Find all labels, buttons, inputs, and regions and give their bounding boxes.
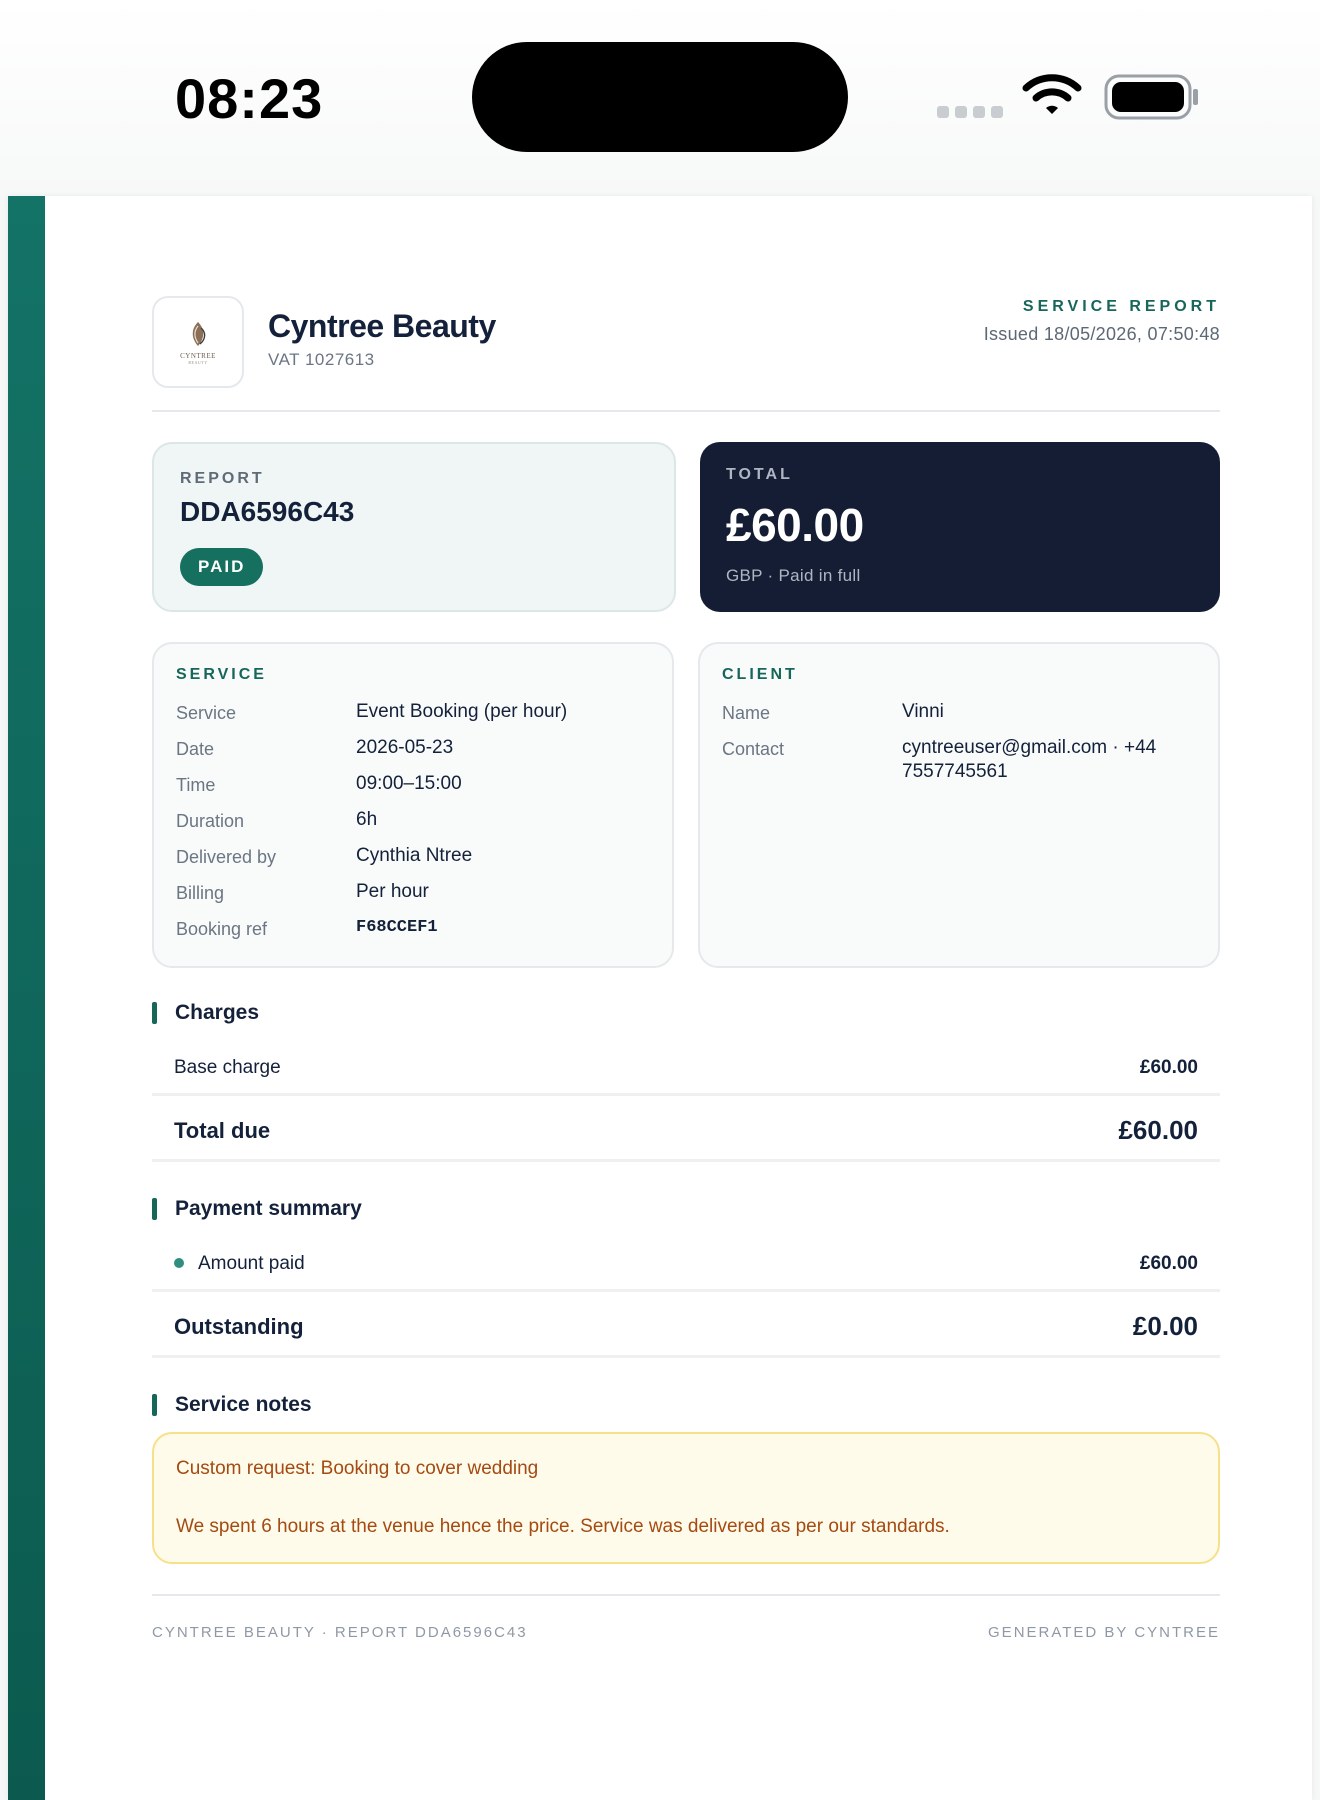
report-label: REPORT — [180, 470, 265, 487]
report-id-card — [152, 442, 676, 612]
logo-subtext: BEAUTY — [188, 359, 208, 365]
detail-key: Service — [176, 703, 237, 723]
total-card — [700, 442, 1220, 612]
detail-key: Billing — [176, 883, 225, 903]
client-name: Vinni — [902, 701, 944, 722]
footer-right: GENERATED BY CYNTREE — [988, 1624, 1220, 1641]
status-time: 08:23 — [175, 67, 324, 130]
report-id: DDA6596C43 — [180, 496, 355, 527]
booking-ref-value: F68CCEF1 — [356, 918, 438, 937]
detail-value: Per hour — [356, 881, 429, 902]
client-contact[interactable]: cyntreeuser@gmail.com · +44 7557745561 — [902, 737, 1157, 782]
detail-value: Cynthia Ntree — [356, 845, 473, 866]
payment-heading — [152, 1194, 362, 1224]
status-bar — [0, 0, 1320, 196]
battery-icon — [1104, 74, 1200, 120]
cellular-signal-icon — [937, 106, 1003, 118]
amount-paid-label — [174, 1253, 305, 1275]
detail-key: Booking ref — [176, 919, 268, 939]
report-title: SERVICE REPORT — [1022, 298, 1220, 315]
brand-name: Cyntree Beauty — [268, 308, 496, 344]
detail-key: Contact — [722, 739, 785, 759]
logo-text: CYNTREE — [180, 351, 216, 360]
note-line: We spent 6 hours at the venue hence the price. Service was delivered as per our standards. — [176, 1516, 950, 1537]
total-amount: £60.00 — [726, 499, 864, 551]
footer-left: CYNTREE BEAUTY · REPORT DDA6596C43 — [152, 1624, 528, 1641]
total-label: TOTAL — [726, 466, 793, 483]
detail-key: Duration — [176, 811, 245, 831]
service-report-document — [8, 196, 1312, 1800]
charges-heading — [152, 998, 259, 1028]
divider — [152, 410, 1220, 412]
section-marker — [152, 1002, 157, 1024]
detail-value: Event Booking (per hour) — [356, 701, 568, 722]
outstanding-value: £0.00 — [1132, 1311, 1198, 1341]
client-rows — [722, 700, 1192, 782]
notes-title: Service notes — [175, 1393, 312, 1416]
detail-row — [176, 808, 646, 844]
brand-logo — [152, 296, 244, 388]
section-marker — [152, 1394, 157, 1416]
total-due-value: £60.00 — [1118, 1115, 1198, 1145]
detail-key: Date — [176, 739, 215, 759]
detail-row — [176, 880, 646, 916]
detail-row — [176, 700, 646, 736]
amount-paid-row — [152, 1238, 1220, 1292]
service-details-card — [152, 642, 674, 968]
detail-row — [176, 916, 646, 952]
accent-bar — [8, 196, 45, 1800]
base-charge-value: £60.00 — [1139, 1056, 1198, 1078]
detail-value: 6h — [356, 809, 378, 830]
outstanding-label: Outstanding — [174, 1313, 304, 1339]
dynamic-island — [472, 42, 848, 152]
detail-row — [176, 772, 646, 808]
wifi-icon — [1022, 74, 1082, 118]
leaf-logo-icon — [185, 320, 211, 350]
detail-key: Delivered by — [176, 847, 277, 867]
outstanding-row — [152, 1298, 1220, 1358]
detail-key: Name — [722, 703, 771, 723]
detail-row — [176, 736, 646, 772]
service-notes-box — [152, 1432, 1220, 1564]
service-title: SERVICE — [176, 666, 267, 683]
vat-number: VAT 1027613 — [268, 350, 375, 369]
base-charge-row — [152, 1042, 1220, 1096]
base-charge-label: Base charge — [174, 1056, 281, 1078]
status-badge: PAID — [180, 548, 263, 586]
charges-title: Charges — [175, 1001, 260, 1024]
issued-date: Issued 18/05/2026, 07:50:48 — [983, 324, 1220, 344]
detail-value: 2026-05-23 — [356, 737, 454, 758]
note-line: Custom request: Booking to cover wedding — [176, 1458, 539, 1479]
detail-row — [722, 700, 1192, 736]
total-due-row — [152, 1102, 1220, 1162]
client-title: CLIENT — [722, 666, 798, 683]
amount-paid-value: £60.00 — [1139, 1252, 1198, 1274]
detail-row — [722, 736, 1192, 782]
amount-paid-text: Amount paid — [198, 1252, 305, 1274]
client-details-card — [698, 642, 1220, 968]
total-subtext: GBP · Paid in full — [726, 566, 861, 585]
detail-key: Time — [176, 775, 216, 795]
divider — [152, 1594, 1220, 1596]
detail-row — [176, 844, 646, 880]
service-rows — [176, 700, 646, 952]
paid-dot-icon — [174, 1258, 184, 1268]
notes-heading — [152, 1390, 312, 1420]
section-marker — [152, 1198, 157, 1220]
detail-value: 09:00–15:00 — [356, 773, 462, 794]
total-due-label: Total due — [174, 1117, 271, 1143]
payment-title: Payment summary — [175, 1197, 362, 1220]
